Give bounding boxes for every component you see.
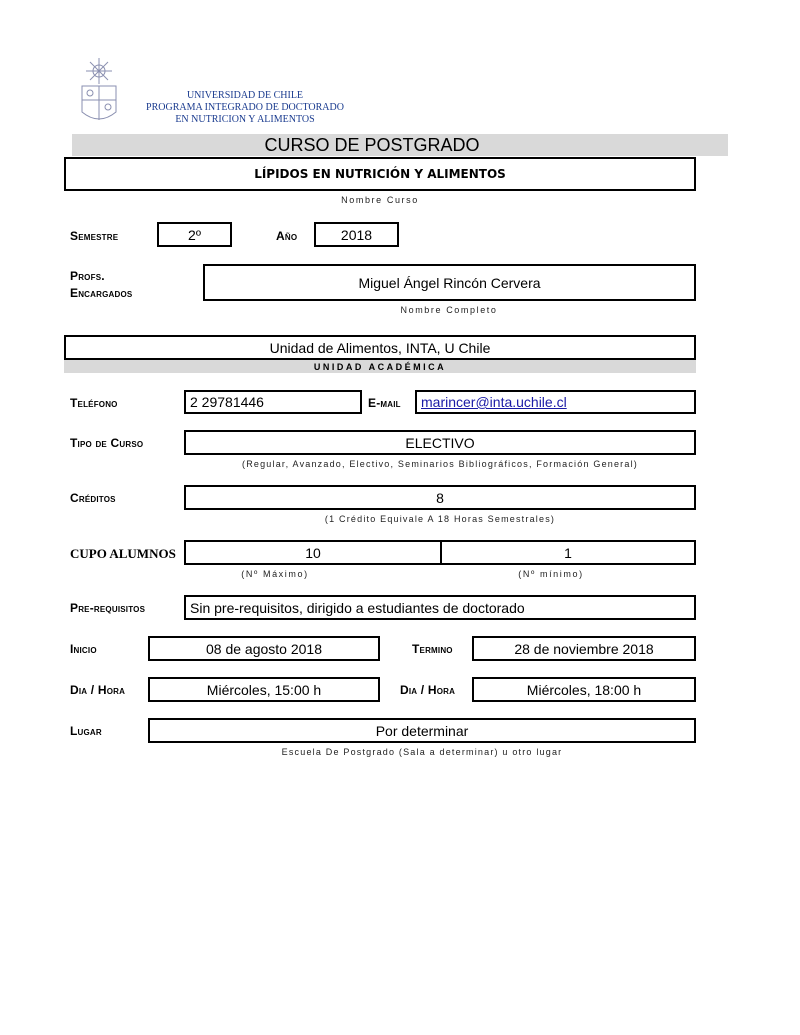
unidad-caption-bar [64, 360, 696, 373]
creditos-caption: (1 Crédito Equivale A 18 Horas Semestrales) [324, 514, 556, 524]
email-field [415, 390, 696, 414]
cupo-max-caption: (Nº Máximo) [241, 569, 309, 579]
prerequisitos-label: Pre-requisitos [70, 601, 146, 615]
dia-hora-1-label: Dia / Hora [70, 683, 126, 697]
dia-hora-2-label: Dia / Hora [400, 683, 456, 697]
university-name: UNIVERSIDAD DE CHILE [186, 90, 304, 101]
cupo-max-value: 10 [305, 544, 321, 561]
anio-label: Año [276, 229, 298, 243]
profs-field [203, 264, 696, 301]
page-title: CURSO DE POSTGRADO [264, 134, 480, 155]
email-label: E-mail [368, 396, 401, 410]
inicio-label: Inicio [70, 642, 97, 656]
profs-label-line1: Profs. [70, 269, 105, 283]
program-name: PROGRAMA INTEGRADO DE DOCTORADO [146, 102, 344, 113]
course-name: LÍPIDOS EN NUTRICIÓN Y ALIMENTOS [254, 167, 506, 181]
course-name-caption: Nombre Curso [341, 195, 419, 205]
unidad-caption: UNIDAD ACADÉMICA [313, 361, 447, 372]
creditos-label: Créditos [70, 491, 116, 505]
lugar-caption: Escuela De Postgrado (Sala a determinar) u otro lugar [281, 747, 563, 757]
telefono-field [184, 390, 362, 414]
tipo-label: Tipo de Curso [70, 436, 144, 450]
unidad-value: Unidad de Alimentos, INTA, U Chile [269, 339, 491, 356]
tipo-field [184, 430, 696, 455]
dia-hora-2-value: Miércoles, 18:00 h [526, 681, 642, 698]
telefono-value: 2 29781446 [190, 394, 264, 410]
profs-label [70, 268, 132, 302]
cupo-min-value: 1 [564, 544, 572, 561]
anio-value: 2018 [340, 226, 373, 243]
termino-field [472, 636, 696, 661]
telefono-label: Teléfono [70, 396, 118, 410]
creditos-field [184, 485, 696, 510]
termino-label: Termino [412, 642, 453, 656]
university-header [120, 90, 370, 126]
unidad-field [64, 335, 696, 360]
prerequisitos-field [184, 595, 696, 620]
semestre-label: Semestre [70, 229, 119, 243]
anio-field [314, 222, 399, 247]
inicio-value: 08 de agosto 2018 [206, 640, 322, 657]
cupo-max-field [184, 540, 442, 565]
dia-hora-1-field [148, 677, 380, 702]
dia-hora-1-value: Miércoles, 15:00 h [206, 681, 322, 698]
cupo-min-caption: (Nº mínimo) [518, 569, 584, 579]
cupo-label: CUPO ALUMNOS [70, 546, 176, 561]
profs-value: Miguel Ángel Rincón Cervera [358, 274, 541, 291]
termino-value: 28 de noviembre 2018 [514, 640, 654, 657]
lugar-value: Por determinar [375, 722, 469, 739]
lugar-label: Lugar [70, 724, 102, 738]
email-link[interactable]: marincer@inta.uchile.cl [421, 394, 567, 410]
cupo-min-field [440, 540, 696, 565]
tipo-value: ELECTIVO [405, 434, 475, 451]
tipo-caption: (Regular, Avanzado, Electivo, Seminarios Bibliográficos, Formación General) [242, 459, 638, 469]
semestre-value: 2º [188, 226, 201, 243]
dia-hora-2-field [472, 677, 696, 702]
course-name-box [64, 157, 696, 191]
program-subtitle: EN NUTRICION Y ALIMENTOS [175, 114, 315, 125]
profs-label-line2: Encargados [70, 286, 133, 300]
inicio-field [148, 636, 380, 661]
profs-caption: Nombre Completo [400, 305, 498, 315]
lugar-field [148, 718, 696, 743]
university-logo [78, 56, 120, 128]
prerequisitos-value: Sin pre-requisitos, dirigido a estudiantes de doctorado [190, 599, 525, 616]
creditos-value: 8 [436, 489, 444, 506]
page-title-bar [72, 134, 728, 156]
semestre-field [157, 222, 232, 247]
